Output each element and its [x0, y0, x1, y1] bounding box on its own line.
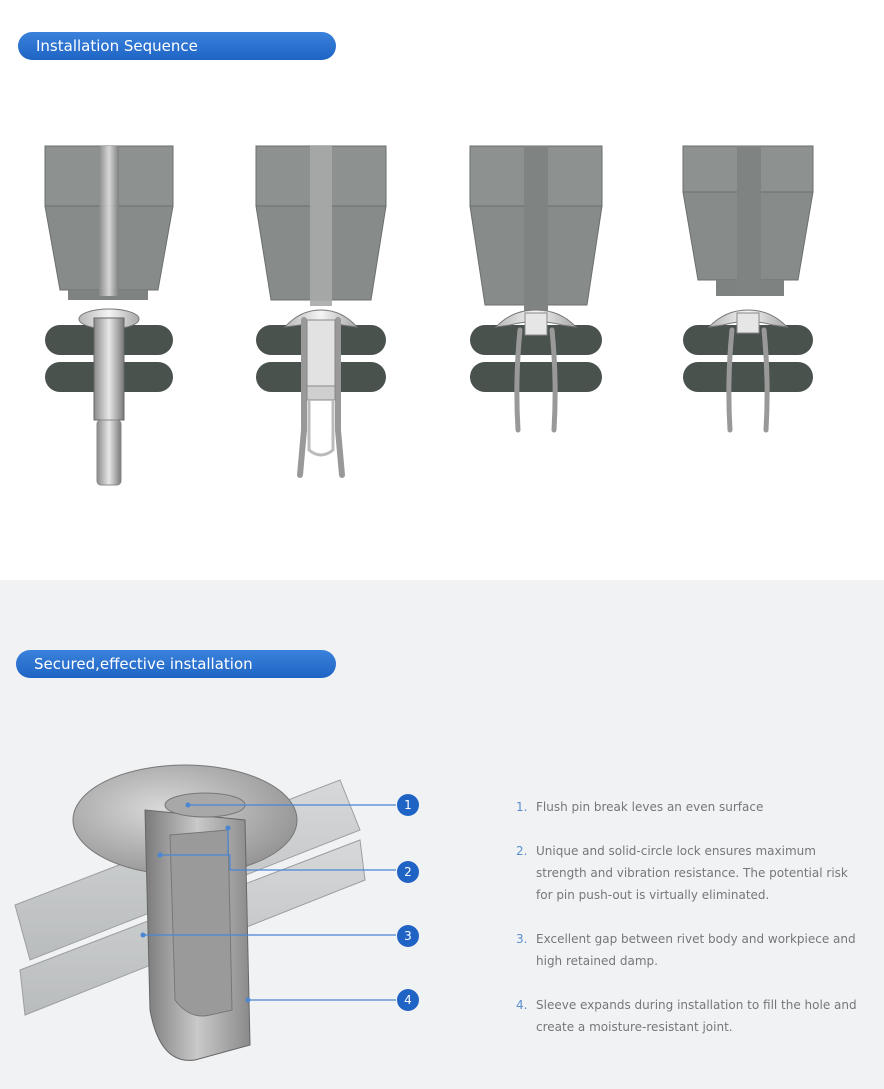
- step-4-illustration: [683, 146, 813, 430]
- secured-installation-title: Secured,effective installation: [16, 650, 336, 678]
- installation-sequence-title: Installation Sequence: [18, 32, 336, 60]
- feature-number: 4.: [516, 998, 528, 1012]
- callout-1: 1: [397, 794, 419, 816]
- feature-text: Flush pin break leves an even surface: [536, 800, 764, 814]
- feature-number: 1.: [516, 800, 528, 814]
- feature-item: [516, 994, 866, 1038]
- feature-text: Sleeve expands during installation to fill the hole and create a moisture-resistant joint.: [536, 998, 857, 1034]
- feature-item: [516, 928, 866, 972]
- feature-text: Unique and solid-circle lock ensures maximum strength and vibration resistance. The potential risk for pin push-out is virtually eliminated.: [536, 844, 848, 902]
- feature-text: Excellent gap between rivet body and workpiece and high retained damp.: [536, 932, 856, 968]
- callout-3: 3: [397, 925, 419, 947]
- feature-number: 3.: [516, 932, 528, 946]
- features-list: [516, 796, 866, 1060]
- feature-item: [516, 840, 866, 906]
- step-3-illustration: [470, 146, 602, 430]
- feature-item: [516, 796, 866, 818]
- step-2-illustration: [256, 146, 386, 475]
- step-1-illustration: [45, 146, 173, 485]
- feature-number: 2.: [516, 844, 528, 858]
- callout-4: 4: [397, 989, 419, 1011]
- callout-2: 2: [397, 861, 419, 883]
- installation-sequence-illustrations: [0, 130, 884, 500]
